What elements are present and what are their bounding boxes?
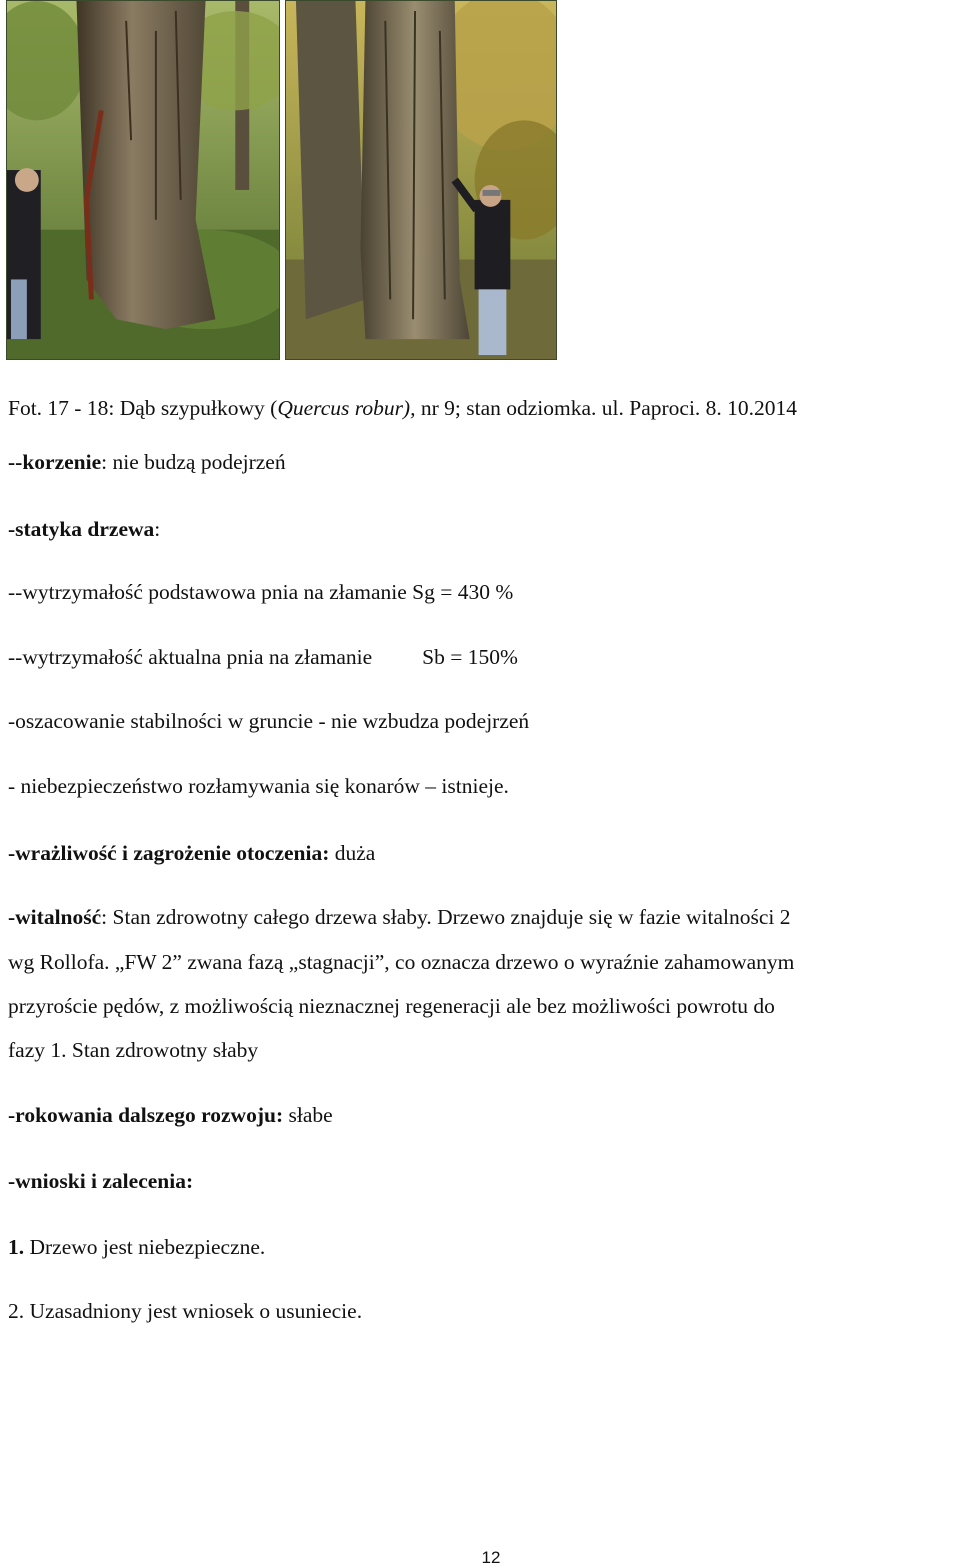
sg-row: --wytrzymałość podstawowa pnia na złamanie Sg = 430 % (8, 580, 514, 604)
photo-oak-trunk-inspection (285, 0, 557, 360)
wrazliwosc-row (8, 843, 375, 865)
rokowania-label: -rokowania dalszego rozwoju: (8, 1103, 284, 1127)
statyka-row: -statyka drzewa: (8, 517, 161, 541)
page-number: 12 (481, 1548, 501, 1567)
rokowania-row (8, 1105, 333, 1127)
korzenie-label: --korzenie (8, 450, 102, 474)
witalnosc-line-1: -witalność: Stan zdrowotny całego drzewa słaby. Drzewo znajduje się w fazie witalności 2 (8, 905, 791, 929)
witalnosc-line-4: fazy 1. Stan zdrowotny słaby (8, 1038, 259, 1062)
witalnosc-line-3: przyroście pędów, z możliwością nieznacznej regeneracji ale bez możliwości powrotu do (8, 994, 775, 1018)
stabilnosc-row: -oszacowanie stabilności w gruncie - nie wzbudza podejrzeń (8, 709, 530, 733)
list-item (8, 1301, 362, 1323)
sb-value: Sb = 150% (422, 645, 518, 669)
rokowania-value: słabe (283, 1103, 333, 1127)
wrazliwosc-value: duża (329, 841, 376, 865)
witalnosc-line-2: wg Rollofa. „FW 2” zwana fazą „stagnacji”, co oznacza drzewo o wyraźnie zahamowanym (8, 950, 795, 974)
korzenie-value: : nie budzą podejrzeń (101, 450, 286, 474)
sb-row: --wytrzymałość aktualna pnia na złamanie Sb = 150% (8, 645, 518, 669)
wnioski-heading: -wnioski i zalecenia: (8, 1169, 194, 1193)
wrazliwosc-label: -wrażliwość i zagrożenie otoczenia: (8, 841, 330, 865)
photo-caption: Fot. 17 - 18: Dąb szypułkowy (Quercus robur), nr 9; stan odziomka. ul. Paproci. 8. 10.2014 (8, 396, 798, 420)
photo-oak-trunk-base (6, 0, 280, 360)
latin-name: Quercus robur), (277, 396, 416, 420)
statyka-label: -statyka drzewa (8, 517, 155, 541)
list-item-number: 1. (8, 1235, 25, 1259)
list-item (8, 1237, 265, 1259)
konary-row: - niebezpieczeństwo rozłamywania się konarów – istnieje. (8, 774, 509, 798)
witalnosc-label: -witalność (8, 905, 102, 929)
korzenie-row (8, 452, 286, 474)
list-item-text: Uzasadniony jest wniosek o usuniecie. (24, 1299, 363, 1323)
list-item-number: 2. (8, 1299, 25, 1323)
list-item-text: Drzewo jest niebezpieczne. (24, 1235, 266, 1259)
